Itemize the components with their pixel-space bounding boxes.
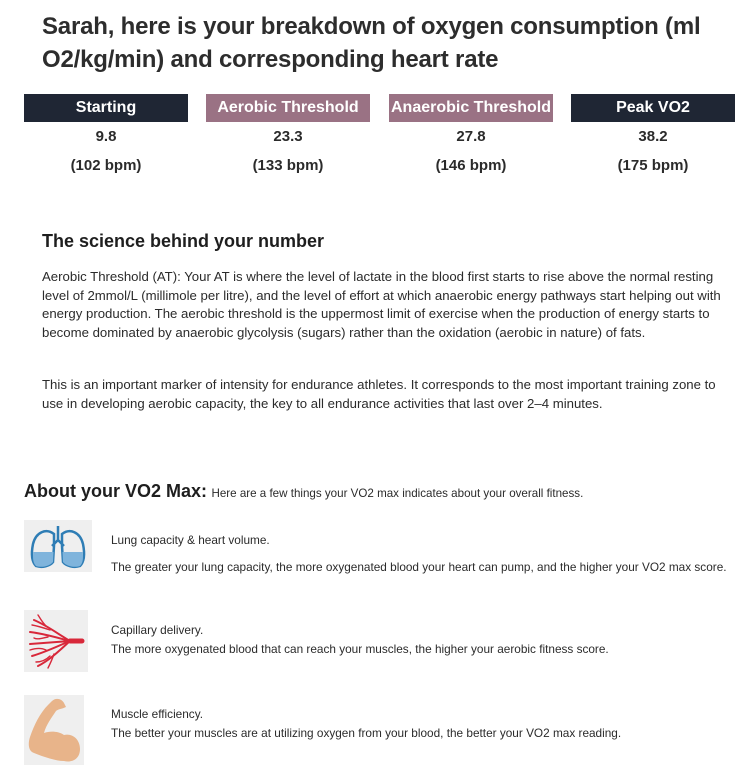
item-title: Capillary delivery. bbox=[111, 623, 204, 637]
flexed-arm-icon bbox=[24, 695, 84, 765]
about-subtitle: Here are a few things your VO2 max indicates about your overall fitness. bbox=[211, 487, 584, 500]
science-paragraph: Aerobic Threshold (AT): Your AT is where the level of lactate in the blood first starts to rise above the normal resting level of 2mmol/L (millimole per litre), and the level of effort at which anaerobic energy pathways start helping out with energy production. The aerobic threshold is the uppermost limit of exercise when the production of energy starts to become dominated by anaerobic glycolysis (sugars) rather than the oxidation (aerobic in nature) of fats. bbox=[42, 269, 721, 340]
item-title: Lung capacity & heart volume. bbox=[111, 533, 270, 547]
science-paragraph: This is an important marker of intensity for endurance athletes. It corresponds to the most important training zone to use in developing aerobic capacity, the key to all endurance activities that last over 2–4 minutes. bbox=[42, 377, 716, 411]
stat-value: 9.8 bbox=[95, 128, 117, 145]
stat-label: Aerobic Threshold bbox=[206, 94, 370, 122]
stat-value: 23.3 bbox=[273, 128, 303, 145]
stat-heart-rate: (102 bpm) bbox=[70, 157, 142, 174]
about-item-lungs bbox=[111, 532, 731, 575]
stat-anaerobic-threshold bbox=[389, 94, 553, 176]
lungs-icon bbox=[24, 520, 92, 572]
item-description: The more oxygenated blood that can reach your muscles, the higher your aerobic fitness score. bbox=[111, 642, 609, 656]
about-vo2-header bbox=[24, 481, 583, 502]
about-item-muscle bbox=[111, 706, 731, 741]
stat-heart-rate: (133 bpm) bbox=[252, 157, 324, 174]
about-item-capillary bbox=[111, 622, 731, 657]
stat-value: 27.8 bbox=[456, 128, 486, 145]
science-heading: The science behind your number bbox=[42, 231, 325, 251]
stat-value: 38.2 bbox=[638, 128, 668, 145]
capillary-icon bbox=[24, 610, 88, 672]
stat-label: Starting bbox=[24, 94, 188, 122]
item-title: Muscle efficiency. bbox=[111, 707, 204, 721]
page-title: Sarah, here is your breakdown of oxygen consumption (ml O2/kg/min) and corresponding heart rate bbox=[42, 13, 701, 73]
stat-heart-rate: (146 bpm) bbox=[435, 157, 507, 174]
stat-label: Peak VO2 bbox=[571, 94, 735, 122]
item-description: The better your muscles are at utilizing oxygen from your blood, the better your VO2 max reading. bbox=[111, 726, 622, 740]
about-title: About your VO2 Max: bbox=[24, 481, 208, 501]
stat-label: Anaerobic Threshold bbox=[389, 94, 553, 122]
stat-peak-vo2 bbox=[571, 94, 735, 176]
stat-starting bbox=[24, 94, 188, 176]
item-description: The greater your lung capacity, the more oxygenated blood your heart can pump, and the higher your VO2 max score. bbox=[111, 560, 727, 574]
stat-heart-rate: (175 bpm) bbox=[617, 157, 689, 174]
stat-aerobic-threshold bbox=[206, 94, 370, 176]
